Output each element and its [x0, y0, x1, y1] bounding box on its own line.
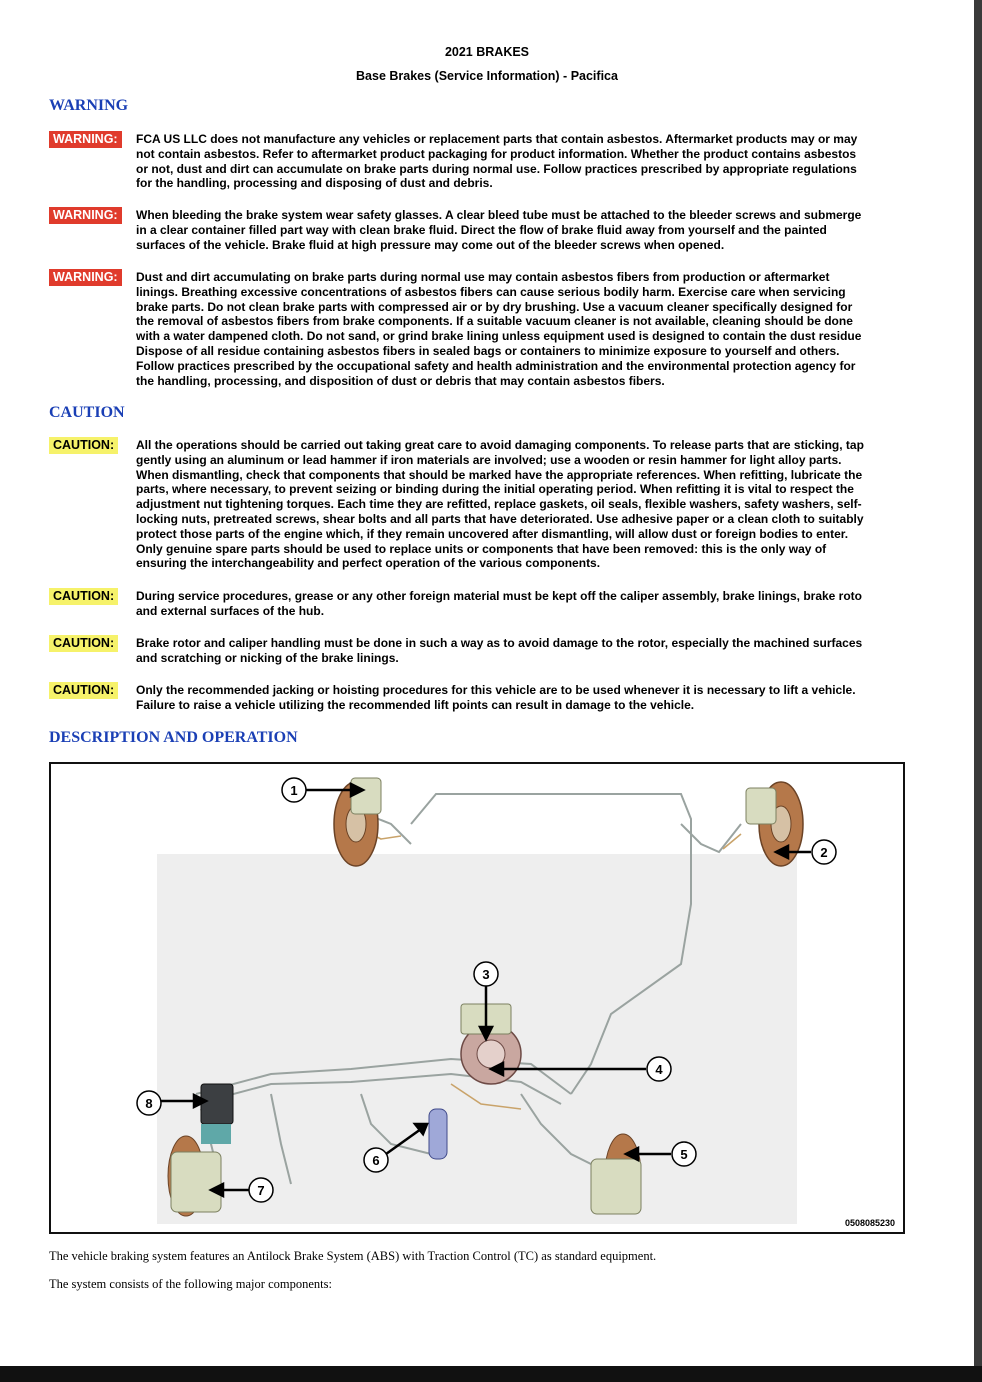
callout-4-label: 4 — [655, 1062, 663, 1077]
caution-badge: CAUTION: — [49, 588, 118, 605]
warning-badge: WARNING: — [49, 131, 122, 148]
caution-badge: CAUTION: — [49, 635, 118, 652]
warning-badge: WARNING: — [49, 207, 122, 224]
callout-2-label: 2 — [820, 845, 828, 860]
viewer-bottom-edge — [0, 1366, 982, 1382]
viewer-scrollbar-gutter[interactable] — [974, 0, 982, 1366]
warning-badge: WARNING: — [49, 269, 122, 286]
callout-6-label: 6 — [372, 1153, 380, 1168]
figure-id: 0508085230 — [844, 1218, 895, 1228]
brake-system-illustration — [51, 764, 903, 1232]
front-right-brake — [746, 782, 803, 866]
cylinder-component — [429, 1109, 447, 1159]
description-paragraph: The vehicle braking system features an Antilock Brake System (ABS) with Traction Control (TC) as standard equipment. — [49, 1249, 657, 1263]
warning-text: When bleeding the brake system wear safety glasses. A clear bleed tube must be attached to the bleeder screws and submerge in a clear container filled part way with clean brake fluid. Direct the flow of brake fluid away from yourself and the painted surfaces of the vehicle. Brake fluid at high pressure may come out of the bleeder screws when opened. — [136, 208, 862, 252]
description-section-heading: DESCRIPTION AND OPERATION — [49, 729, 298, 746]
caution-text: Only the recommended jacking or hoisting procedures for this vehicle are to be used whenever it is necessary to lift a vehicle. Failure to raise a vehicle utilizing the recommended lift points can result in damage to the vehicle. — [136, 683, 856, 712]
callout-3-label: 3 — [482, 967, 490, 982]
callout-5-label: 5 — [680, 1147, 688, 1162]
page-subtitle: Base Brakes (Service Information) - Pacifica — [356, 69, 618, 83]
warning-text: FCA US LLC does not manufacture any vehicles or replacement parts that contain asbestos. Aftermarket products may or may not contain asbestos. Refer to aftermarket product packaging for product information. Whether the product contains asbestos or not, dust and dirt can accumulate on brake parts during normal use. Follow practices prescribed by appropriate regulations for the handling, processing and disposing of dust and debris. — [136, 132, 858, 191]
caution-text: During service procedures, grease or any other foreign material must be kept off the caliper assembly, brake linings, brake roto and external surfaces of the hub. — [136, 589, 863, 618]
warning-text: Dust and dirt accumulating on brake parts during normal use may contain asbestos fibers from production or aftermarket linings. Breathing excessive concentrations of asbestos fibers can cause serious bodily harm. Exercise care when servicing brake parts. Do not clean brake parts with compressed air or by dry brushing. Use a vacuum cleaner specifically designed for the removal of asbestos fibers from brake components. If a suitable vacuum cleaner is not available, cleaning should be done with a water dampened cloth. Do not sand, or grind brake lining unless equipment used is designed to contain the dust residue Dispose of all residue containing asbestos fibers in sealed bags or containers to minimize exposure to yourself and others. Follow practices prescribed by the occupational safety and health administration and the environmental protection agency for the handling, processing, and disposition of dust or debris that may contain asbestos fibers. — [136, 270, 862, 388]
page-title: 2021 BRAKES — [444, 45, 530, 59]
callout-7-label: 7 — [257, 1183, 265, 1198]
caution-text: Brake rotor and caliper handling must be done in such a way as to avoid damage to the rotor, especially the machined surfaces and scratching or nicking of the brake linings. — [136, 636, 863, 665]
caution-text: All the operations should be carried out taking great care to avoid damaging components. To release parts that are sticking, tap gently using an aluminum or lead hammer if iron materials are involved; use a wooden or resin hammer for light alloy parts. When dismantling, check that components that should be marked have the appropriate references. When refitting, lubricate the parts, where necessary, to prevent seizing or binding during the initial operating period. When refitting it is vital to respect the adjustment nut tightening torques. Each time they are refitted, replace gaskets, oil seals, flexible washers, safety washers, self- locking nuts, pretreated screws, shear bolts and all parts that have deteriorated. Use adhesive paper or a clean cloth to suitably protect those parts of the engine which, if they remain uncovered after dismantling, will allow dust or foreign bodies to enter. Only genuine spare parts should be used to replace units or components that have been removed: this is the only way of ensuring the interchangeability and perfect operation of the various components. — [136, 438, 864, 571]
warning-section-heading: WARNING — [49, 97, 129, 114]
caution-badge: CAUTION: — [49, 437, 118, 454]
callout-1-label: 1 — [290, 783, 298, 798]
description-paragraph: The system consists of the following major components: — [49, 1277, 332, 1291]
brake-system-figure — [49, 762, 905, 1234]
caution-section-heading: CAUTION — [49, 404, 125, 421]
callout-8-label: 8 — [145, 1096, 153, 1111]
abs-module — [201, 1084, 233, 1144]
caution-badge: CAUTION: — [49, 682, 118, 699]
